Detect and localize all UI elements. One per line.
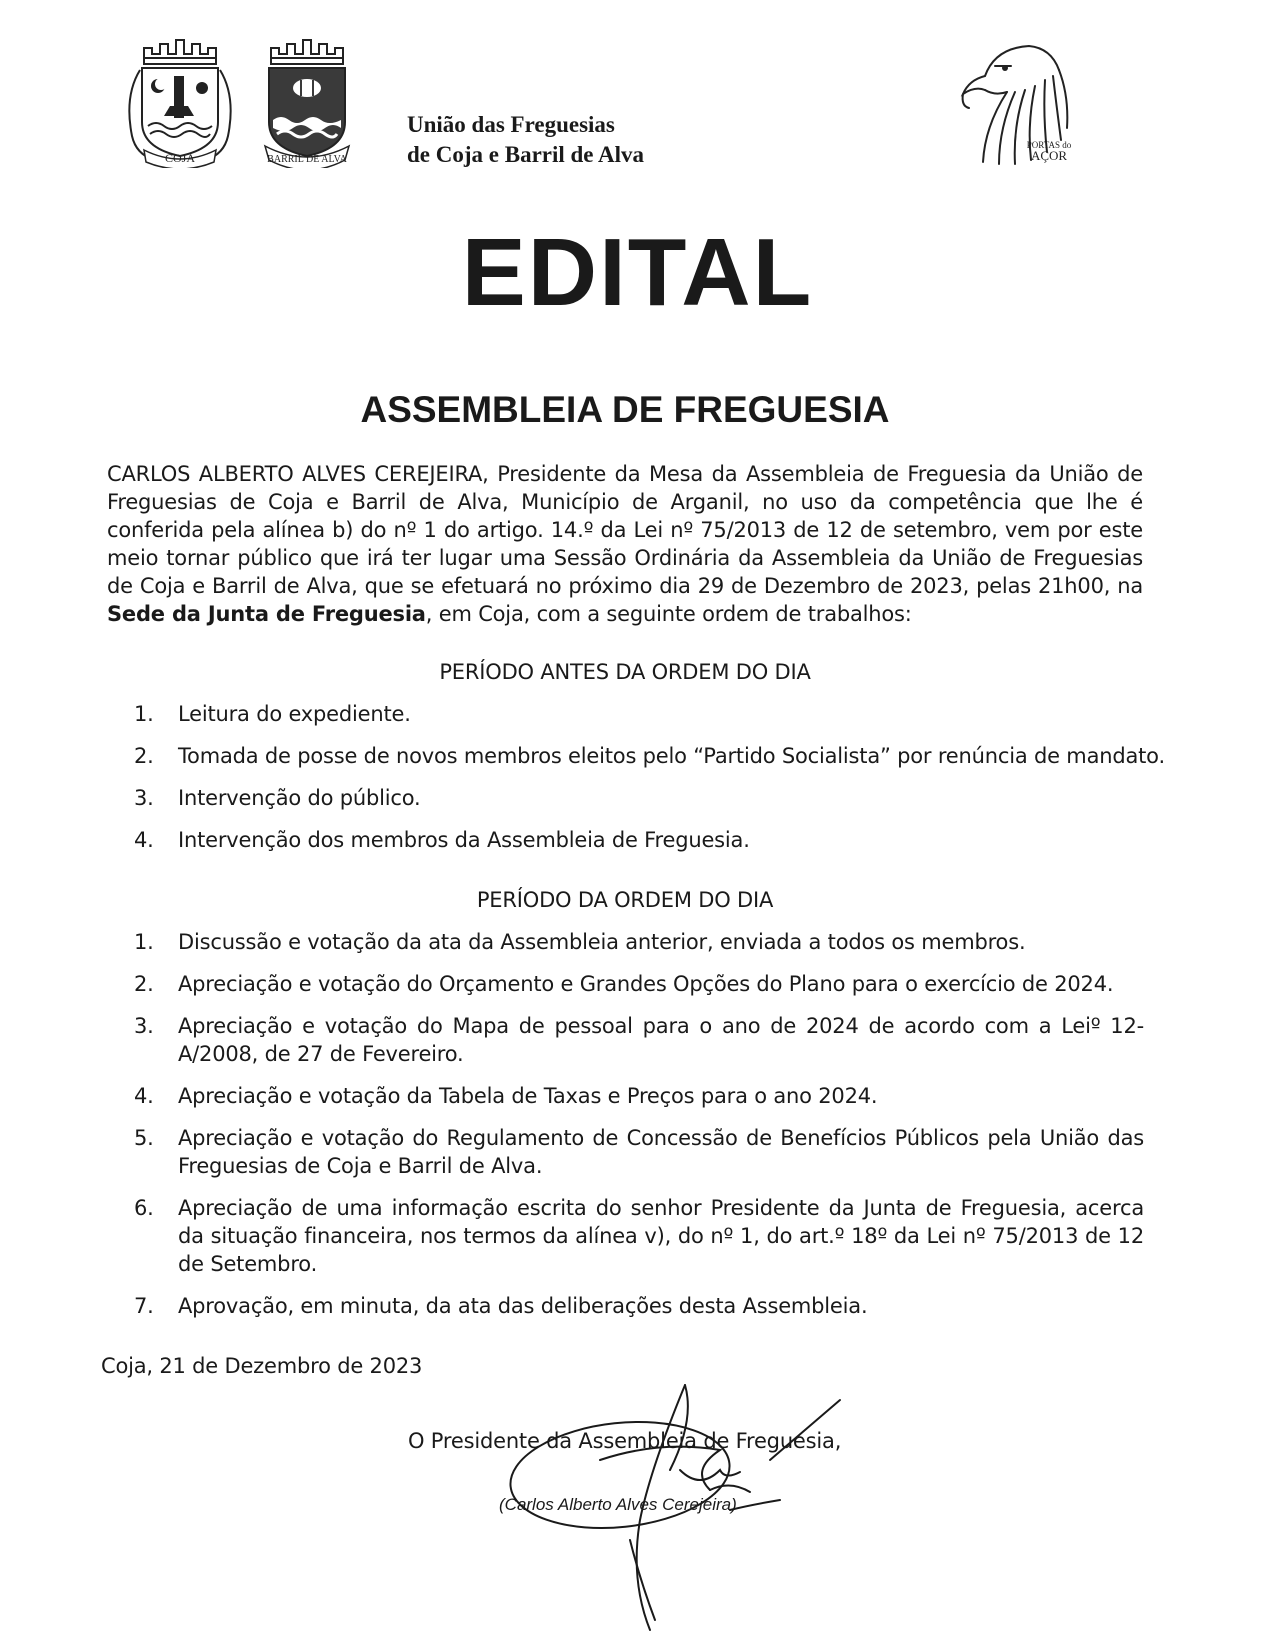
section-heading-before-agenda: PERÍODO ANTES DA ORDEM DO DIA — [439, 660, 811, 684]
section-heading-agenda: PERÍODO DA ORDEM DO DIA — [476, 888, 774, 912]
logo-text-top: PORTAS do — [1026, 140, 1072, 150]
list-item — [134, 1124, 1144, 1180]
list-item — [134, 1194, 1144, 1278]
list-item-number: 1. — [134, 702, 154, 726]
list-item-number: 1. — [134, 930, 154, 954]
list-item-number: 3. — [134, 786, 154, 810]
list-item — [134, 1012, 1144, 1068]
list-item-number: 4. — [134, 1084, 154, 1108]
handwritten-signature — [480, 1380, 860, 1640]
list-item — [134, 826, 1144, 854]
barril-de-alva-crest — [241, 36, 363, 168]
list-item-text: Intervenção do público. — [178, 786, 421, 810]
date-line: Coja, 21 de Dezembro de 2023 — [101, 1354, 423, 1378]
intro-bold-location: Sede da Junta de Freguesia — [107, 602, 426, 626]
portas-do-acor-logo — [955, 36, 1080, 171]
list-item — [134, 1292, 1144, 1320]
list-item-text: Leitura do expediente. — [178, 702, 411, 726]
organization-name — [407, 110, 644, 170]
organization-name-line1: União das Freguesias — [407, 112, 615, 137]
logo-text-bottom: AÇOR — [1030, 148, 1068, 163]
list-item-number: 2. — [134, 972, 154, 996]
intro-text-start: CARLOS ALBERTO ALVES CEREJEIRA, Presidente da Mesa da Assembleia de Freguesia da União de Freguesias de Coja e Barril de Alva, Município de Arganil, no uso da competência que lhe é conferida pela alínea b) do nº 1 do artigo. 14.º da Lei nº 75/2013 de 12 de setembro, vem por este meio tornar público que irá ter lugar uma Sessão Ordinária da Assembleia da União de Freguesias de Coja e Barril de Alva, que se efetuará no próximo dia 29 de Dezembro de 2023, pelas 21h00, na — [107, 462, 1143, 598]
list-item-text: Apreciação e votação da Tabela de Taxas e Preços para o ano 2024. — [178, 1084, 878, 1108]
list-item-number: 3. — [134, 1014, 154, 1038]
document-subtitle: ASSEMBLEIA DE FREGUESIA — [360, 389, 890, 430]
list-item-text: Apreciação e votação do Regulamento de Concessão de Benefícios Públicos pela União das Freguesias de Coja e Barril de Alva. — [178, 1126, 1144, 1178]
list-item — [134, 928, 1144, 956]
list-item-number: 5. — [134, 1126, 154, 1150]
list-item — [134, 1082, 1144, 1110]
barril-de-alva-crest-label: BARRIL DE ALVA — [267, 154, 347, 165]
list-item-number: 7. — [134, 1294, 154, 1318]
list-item — [134, 784, 1144, 812]
organization-name-line2: de Coja e Barril de Alva — [407, 142, 644, 167]
coja-crest — [114, 36, 236, 168]
closing-line: O Presidente da Assembleia de Freguesia, — [408, 1429, 842, 1453]
list-item-text: Discussão e votação da ata da Assembleia anterior, enviada a todos os membros. — [178, 930, 1026, 954]
list-item-number: 4. — [134, 828, 154, 852]
coja-crest-label: COJA — [164, 151, 196, 165]
list-item-text: Apreciação e votação do Orçamento e Grandes Opções do Plano para o exercício de 2024. — [178, 972, 1114, 996]
list-item — [134, 700, 1144, 728]
list-item — [134, 742, 1165, 770]
list-item-text: Apreciação e votação do Mapa de pessoal para o ano de 2024 de acordo com a Leiº 12-A/2008, de 27 de Fevereiro. — [178, 1014, 1144, 1066]
list-item-text: Tomada de posse de novos membros eleitos pelo “Partido Socialista” por renúncia de mandato. — [178, 744, 1165, 768]
list-item-text: Intervenção dos membros da Assembleia de Freguesia. — [178, 828, 750, 852]
list-item-text: Aprovação, em minuta, da ata das deliberações desta Assembleia. — [178, 1294, 868, 1318]
list-item-text: Apreciação de uma informação escrita do senhor Presidente da Junta de Freguesia, acerca da situação financeira, nos termos da alínea v), do nº 1, do art.º 18º da Lei nº 75/2013 de 12 de Setembro. — [178, 1196, 1144, 1276]
list-item — [134, 970, 1144, 998]
list-item-number: 2. — [134, 744, 154, 768]
intro-paragraph — [107, 460, 1143, 628]
signer-name: (Carlos Alberto Alves Cerejeira) — [499, 1495, 737, 1514]
intro-text-end: , em Coja, com a seguinte ordem de trabalhos: — [425, 602, 912, 626]
list-item-number: 6. — [134, 1196, 154, 1220]
document-title: EDITAL — [461, 219, 814, 326]
